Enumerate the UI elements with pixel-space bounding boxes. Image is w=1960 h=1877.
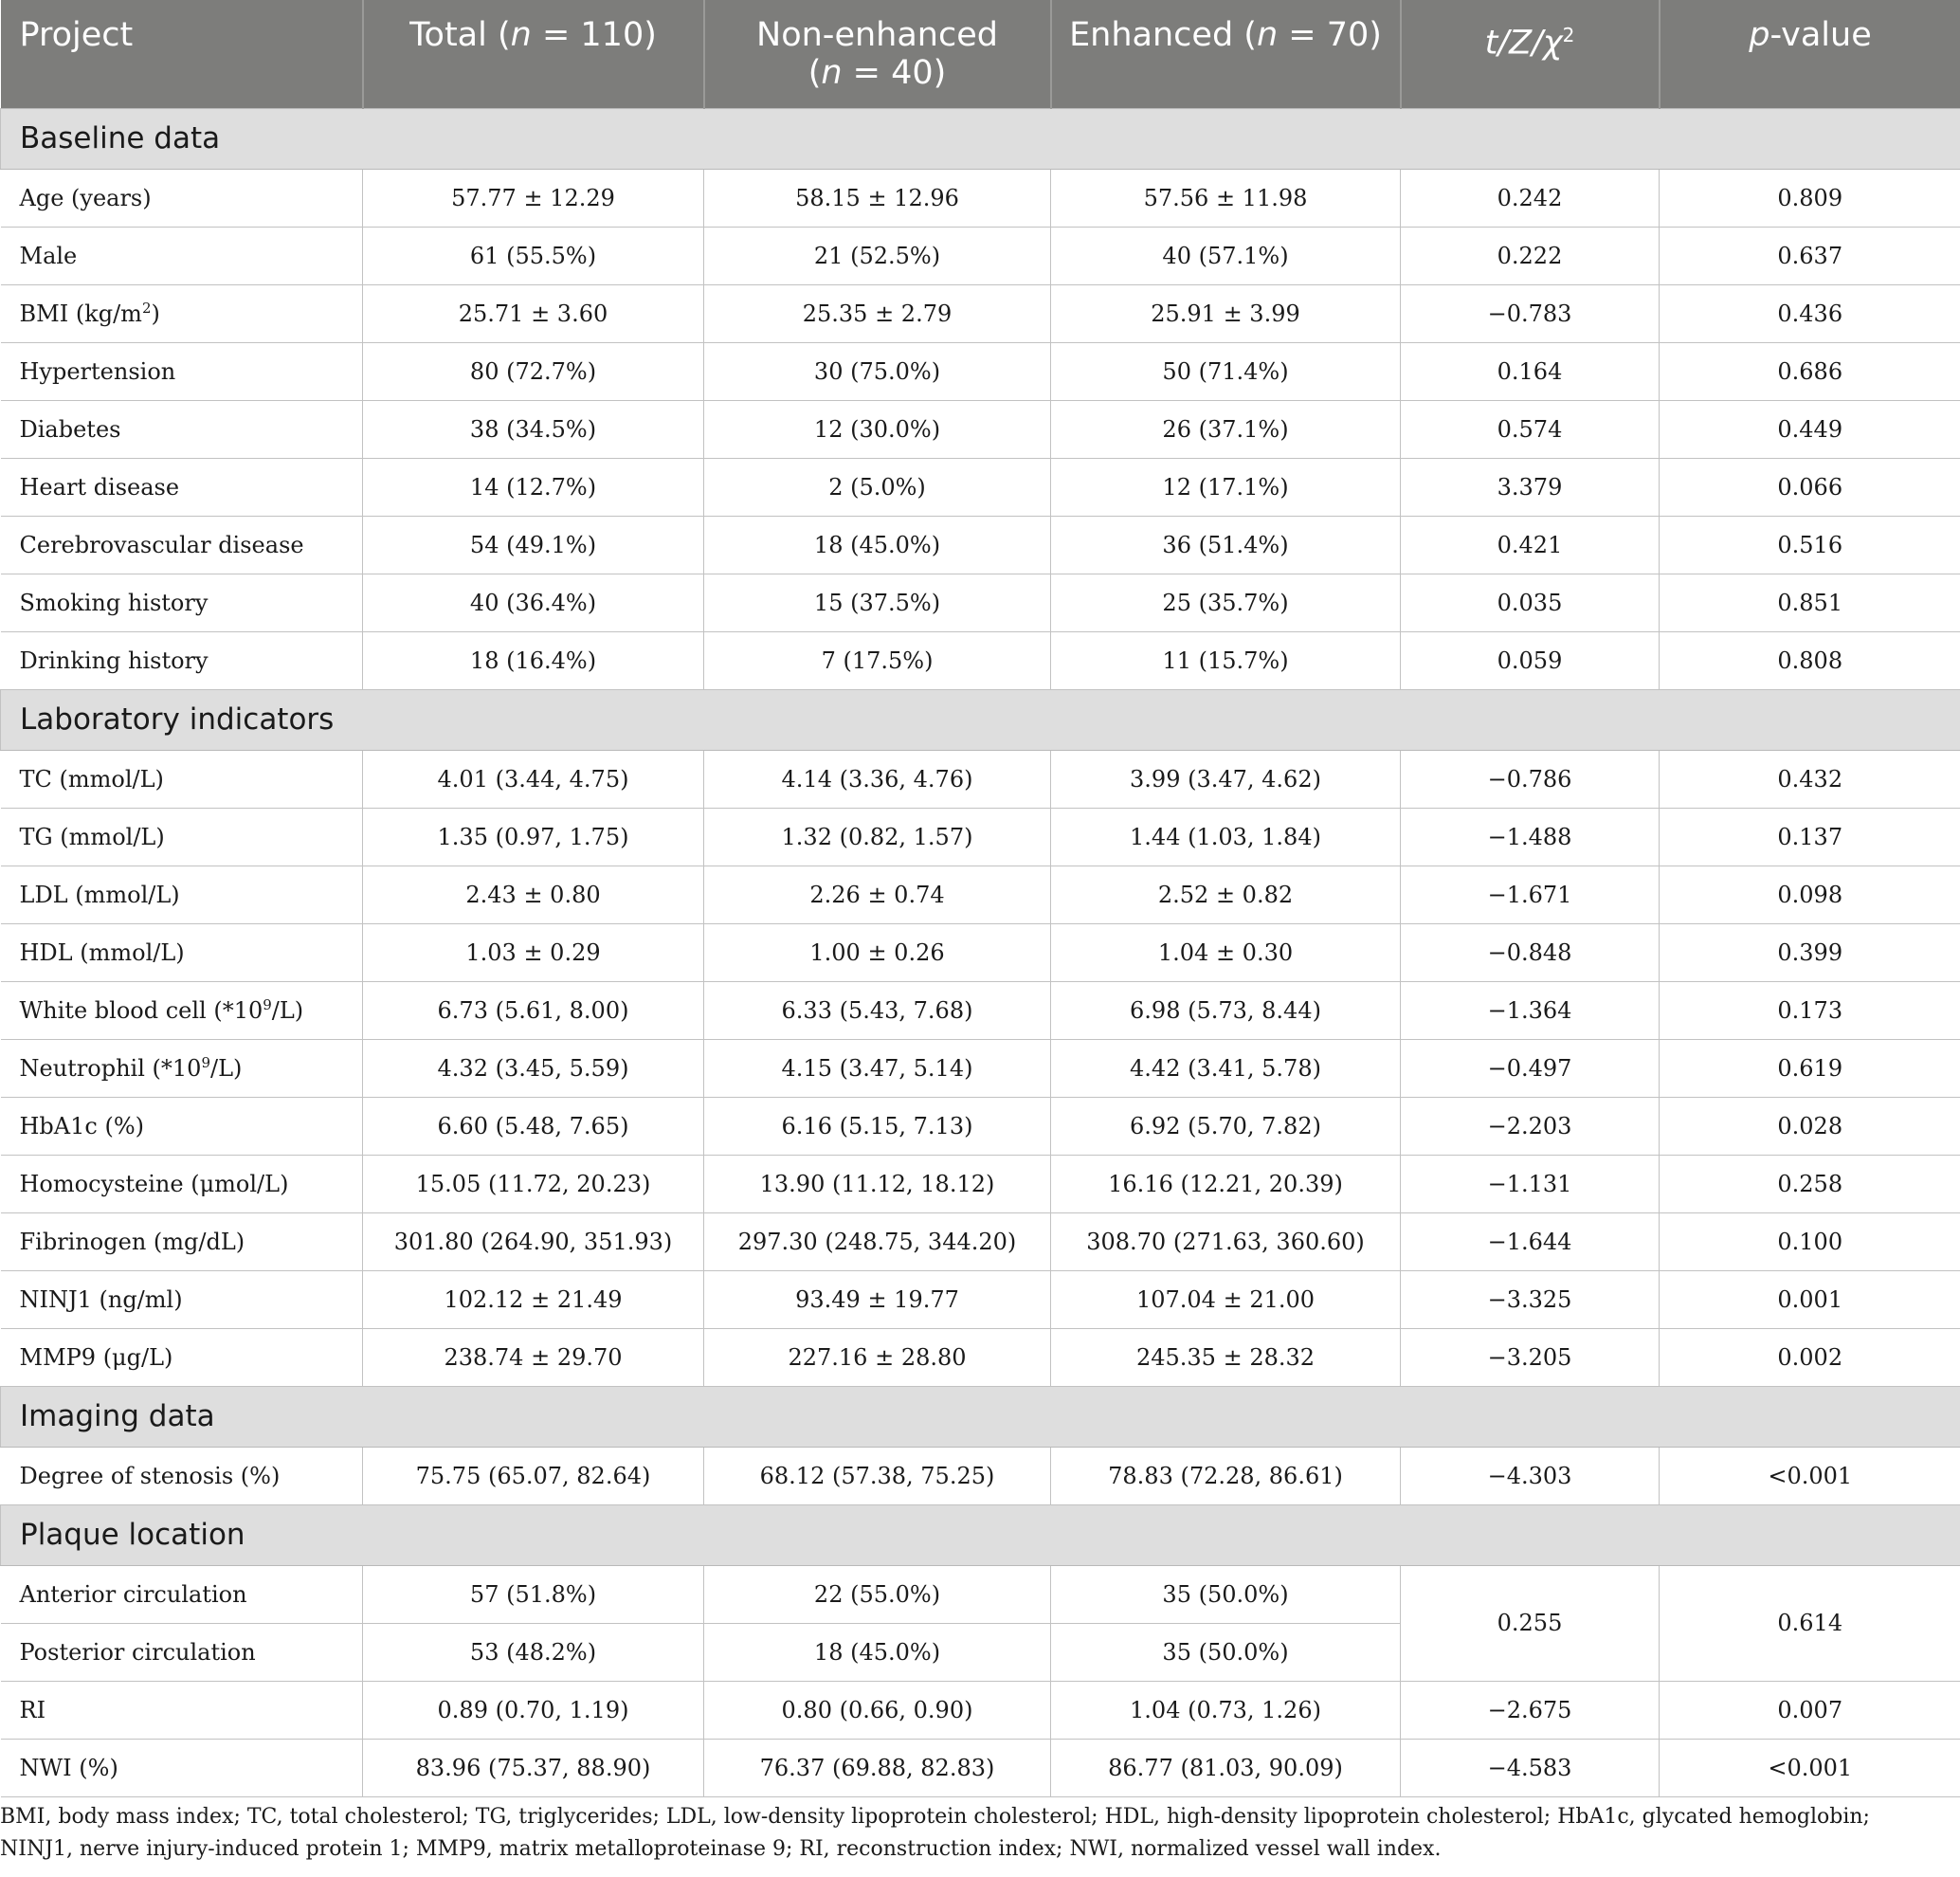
- non-enhanced-cell: 22 (55.0%): [704, 1565, 1051, 1623]
- enhanced-cell: 40 (57.1%): [1051, 227, 1401, 284]
- statistic-cell: 0.222: [1401, 227, 1660, 284]
- non-enhanced-cell: 6.33 (5.43, 7.68): [704, 981, 1051, 1039]
- total-cell: 6.60 (5.48, 7.65): [363, 1097, 704, 1155]
- p-value-cell: 0.100: [1660, 1212, 1960, 1270]
- non-enhanced-cell: 58.15 ± 12.96: [704, 169, 1051, 227]
- enhanced-cell: 107.04 ± 21.00: [1051, 1270, 1401, 1328]
- total-cell: 6.73 (5.61, 8.00): [363, 981, 704, 1039]
- enhanced-cell: 2.52 ± 0.82: [1051, 866, 1401, 923]
- statistic-cell: −1.488: [1401, 808, 1660, 866]
- statistic-cell: 3.379: [1401, 458, 1660, 516]
- table-row: [1, 866, 1960, 923]
- label-text: ): [151, 301, 160, 327]
- statistic-cell: 0.242: [1401, 169, 1660, 227]
- row-label: HDL (mmol/L): [1, 923, 363, 981]
- statistic-cell: 0.035: [1401, 574, 1660, 631]
- header-total: Total (n = 110): [363, 0, 704, 108]
- non-enhanced-cell: 76.37 (69.88, 82.83): [704, 1739, 1051, 1796]
- p-value-cell: 0.028: [1660, 1097, 1960, 1155]
- enhanced-cell: 25.91 ± 3.99: [1051, 284, 1401, 342]
- non-enhanced-cell: 15 (37.5%): [704, 574, 1051, 631]
- non-enhanced-cell: 4.15 (3.47, 5.14): [704, 1039, 1051, 1097]
- p-value-cell: 0.436: [1660, 284, 1960, 342]
- total-cell: 4.32 (3.45, 5.59): [363, 1039, 704, 1097]
- table-row: [1, 1270, 1960, 1328]
- row-label: NWI (%): [1, 1739, 363, 1796]
- statistic-cell: −4.583: [1401, 1739, 1660, 1796]
- non-enhanced-cell: 2.26 ± 0.74: [704, 866, 1051, 923]
- p-value-cell: 0.686: [1660, 342, 1960, 400]
- total-cell: 25.71 ± 3.60: [363, 284, 704, 342]
- total-cell: 0.89 (0.70, 1.19): [363, 1681, 704, 1739]
- enhanced-cell: 6.98 (5.73, 8.44): [1051, 981, 1401, 1039]
- enhanced-cell: 1.04 (0.73, 1.26): [1051, 1681, 1401, 1739]
- table-header: [1, 0, 1960, 108]
- statistic-cell: 0.059: [1401, 631, 1660, 689]
- section-title: Plaque location: [1, 1504, 1960, 1565]
- table-row: [1, 631, 1960, 689]
- non-enhanced-cell: 4.14 (3.36, 4.76): [704, 750, 1051, 808]
- row-label: Anterior circulation: [1, 1565, 363, 1623]
- table-row: [1, 981, 1960, 1039]
- statistic-cell: −1.131: [1401, 1155, 1660, 1212]
- table-row: [1, 516, 1960, 574]
- label-text: BMI (kg/m: [19, 301, 142, 327]
- p-value-cell: 0.851: [1660, 574, 1960, 631]
- table-row: [1, 1739, 1960, 1796]
- p-value-cell: 0.808: [1660, 631, 1960, 689]
- total-cell: 4.01 (3.44, 4.75): [363, 750, 704, 808]
- row-label: TG (mmol/L): [1, 808, 363, 866]
- p-value-cell: 0.619: [1660, 1039, 1960, 1097]
- total-cell: 75.75 (65.07, 82.64): [363, 1447, 704, 1504]
- p-value-cell: 0.614: [1660, 1565, 1960, 1681]
- total-cell: 57 (51.8%): [363, 1565, 704, 1623]
- total-cell: 57.77 ± 12.29: [363, 169, 704, 227]
- row-label: [1, 284, 363, 342]
- section-row: [1, 689, 1960, 750]
- header-enhanced: Enhanced (n = 70): [1051, 0, 1401, 108]
- row-label: [1, 1039, 363, 1097]
- statistic-cell: 0.574: [1401, 400, 1660, 458]
- enhanced-cell: 6.92 (5.70, 7.82): [1051, 1097, 1401, 1155]
- enhanced-cell: 245.35 ± 28.32: [1051, 1328, 1401, 1386]
- non-enhanced-cell: 6.16 (5.15, 7.13): [704, 1097, 1051, 1155]
- row-label: Drinking history: [1, 631, 363, 689]
- p-value-cell: 0.432: [1660, 750, 1960, 808]
- enhanced-cell: 35 (50.0%): [1051, 1565, 1401, 1623]
- table-row: [1, 227, 1960, 284]
- total-cell: 38 (34.5%): [363, 400, 704, 458]
- table-row: [1, 1155, 1960, 1212]
- table-row: [1, 1681, 1960, 1739]
- total-cell: 1.03 ± 0.29: [363, 923, 704, 981]
- enhanced-cell: 1.04 ± 0.30: [1051, 923, 1401, 981]
- non-enhanced-cell: 30 (75.0%): [704, 342, 1051, 400]
- table-row: [1, 574, 1960, 631]
- p-value-cell: 0.002: [1660, 1328, 1960, 1386]
- non-enhanced-cell: 297.30 (248.75, 344.20): [704, 1212, 1051, 1270]
- header-statistic: $t/Z/\chi^2$: [1401, 0, 1660, 108]
- enhanced-cell: 26 (37.1%): [1051, 400, 1401, 458]
- enhanced-cell: 12 (17.1%): [1051, 458, 1401, 516]
- statistic-cell: −1.644: [1401, 1212, 1660, 1270]
- statistic-cell: −4.303: [1401, 1447, 1660, 1504]
- total-cell: 80 (72.7%): [363, 342, 704, 400]
- row-label: MMP9 (μg/L): [1, 1328, 363, 1386]
- row-label: RI: [1, 1681, 363, 1739]
- label-text: /L): [271, 997, 304, 1024]
- row-label: Homocysteine (μmol/L): [1, 1155, 363, 1212]
- row-label: LDL (mmol/L): [1, 866, 363, 923]
- p-value-cell: 0.001: [1660, 1270, 1960, 1328]
- table-row: [1, 284, 1960, 342]
- enhanced-cell: 308.70 (271.63, 360.60): [1051, 1212, 1401, 1270]
- p-value-cell: 0.399: [1660, 923, 1960, 981]
- total-cell: 14 (12.7%): [363, 458, 704, 516]
- enhanced-cell: 50 (71.4%): [1051, 342, 1401, 400]
- p-value-cell: 0.449: [1660, 400, 1960, 458]
- non-enhanced-cell: 1.32 (0.82, 1.57): [704, 808, 1051, 866]
- p-value-cell: 0.637: [1660, 227, 1960, 284]
- statistic-cell: −0.786: [1401, 750, 1660, 808]
- total-cell: 2.43 ± 0.80: [363, 866, 704, 923]
- p-value-cell: 0.258: [1660, 1155, 1960, 1212]
- enhanced-cell: 4.42 (3.41, 5.78): [1051, 1039, 1401, 1097]
- enhanced-cell: 78.83 (72.28, 86.61): [1051, 1447, 1401, 1504]
- section-title: Baseline data: [1, 108, 1960, 169]
- p-value-cell: 0.098: [1660, 866, 1960, 923]
- non-enhanced-cell: 13.90 (11.12, 18.12): [704, 1155, 1051, 1212]
- statistic-cell: −2.675: [1401, 1681, 1660, 1739]
- table-row: [1, 808, 1960, 866]
- p-value-cell: 0.137: [1660, 808, 1960, 866]
- total-cell: 1.35 (0.97, 1.75): [363, 808, 704, 866]
- table-row: [1, 400, 1960, 458]
- label-superscript: 9: [201, 1054, 210, 1071]
- label-superscript: 2: [141, 300, 152, 317]
- section-row: [1, 108, 1960, 169]
- table-row: [1, 169, 1960, 227]
- total-cell: 301.80 (264.90, 351.93): [363, 1212, 704, 1270]
- p-value-cell: 0.007: [1660, 1681, 1960, 1739]
- non-enhanced-cell: 25.35 ± 2.79: [704, 284, 1051, 342]
- non-enhanced-cell: 2 (5.0%): [704, 458, 1051, 516]
- non-enhanced-cell: 21 (52.5%): [704, 227, 1051, 284]
- statistic-cell: 0.421: [1401, 516, 1660, 574]
- statistic-cell: 0.164: [1401, 342, 1660, 400]
- section-title: Imaging data: [1, 1386, 1960, 1447]
- non-enhanced-cell: 18 (45.0%): [704, 1623, 1051, 1681]
- total-cell: 18 (16.4%): [363, 631, 704, 689]
- table-row: [1, 1447, 1960, 1504]
- p-value-cell: 0.173: [1660, 981, 1960, 1039]
- non-enhanced-cell: 68.12 (57.38, 75.25): [704, 1447, 1051, 1504]
- row-label: Heart disease: [1, 458, 363, 516]
- enhanced-cell: 3.99 (3.47, 4.62): [1051, 750, 1401, 808]
- table-footnote: BMI, body mass index; TC, total cholesterol; TG, triglycerides; LDL, low-density lipoprotein cholesterol; HDL, high-density lipoprotein cholesterol; HbA1c, glycated hemoglobin; NINJ1, nerve injury-induced protein 1; MMP9, matrix metalloproteinase 9; RI, reconstruction index; NWI, normalized vessel wall index.: [0, 1805, 1870, 1861]
- table-row: [1, 923, 1960, 981]
- label-text: White blood cell (*10: [19, 997, 263, 1024]
- total-cell: 15.05 (11.72, 20.23): [363, 1155, 704, 1212]
- table-row: [1, 1328, 1960, 1386]
- row-label: Smoking history: [1, 574, 363, 631]
- non-enhanced-cell: 12 (30.0%): [704, 400, 1051, 458]
- label-text: /L): [209, 1055, 243, 1082]
- header-project: Project: [1, 0, 363, 108]
- header-p-value: p-value: [1660, 0, 1960, 108]
- statistic-cell: −0.783: [1401, 284, 1660, 342]
- total-cell: 102.12 ± 21.49: [363, 1270, 704, 1328]
- total-cell: 238.74 ± 29.70: [363, 1328, 704, 1386]
- label-superscript: 9: [263, 996, 272, 1013]
- p-value-cell: 0.066: [1660, 458, 1960, 516]
- table-row: [1, 458, 1960, 516]
- p-value-cell: 0.809: [1660, 169, 1960, 227]
- total-cell: 53 (48.2%): [363, 1623, 704, 1681]
- enhanced-cell: 25 (35.7%): [1051, 574, 1401, 631]
- p-value-cell: <0.001: [1660, 1447, 1960, 1504]
- statistic-cell: 0.255: [1401, 1565, 1660, 1681]
- row-label: TC (mmol/L): [1, 750, 363, 808]
- statistic-cell: −0.848: [1401, 923, 1660, 981]
- row-label: NINJ1 (ng/ml): [1, 1270, 363, 1328]
- section-row: [1, 1386, 1960, 1447]
- enhanced-cell: 35 (50.0%): [1051, 1623, 1401, 1681]
- enhanced-cell: 57.56 ± 11.98: [1051, 169, 1401, 227]
- statistic-cell: −1.364: [1401, 981, 1660, 1039]
- table-row: [1, 750, 1960, 808]
- table-row: [1, 1039, 1960, 1097]
- row-label: Male: [1, 227, 363, 284]
- header-row: [1, 0, 1960, 108]
- enhanced-cell: 11 (15.7%): [1051, 631, 1401, 689]
- enhanced-cell: 1.44 (1.03, 1.84): [1051, 808, 1401, 866]
- label-text: Neutrophil (*10: [19, 1055, 202, 1082]
- total-cell: 61 (55.5%): [363, 227, 704, 284]
- header-non-enhanced: Non-enhanced (n = 40): [704, 0, 1051, 108]
- total-cell: 54 (49.1%): [363, 516, 704, 574]
- row-label: Posterior circulation: [1, 1623, 363, 1681]
- table-row: [1, 1097, 1960, 1155]
- enhanced-cell: 36 (51.4%): [1051, 516, 1401, 574]
- row-label: Age (years): [1, 169, 363, 227]
- statistic-cell: −3.325: [1401, 1270, 1660, 1328]
- row-label: HbA1c (%): [1, 1097, 363, 1155]
- non-enhanced-cell: 0.80 (0.66, 0.90): [704, 1681, 1051, 1739]
- row-label: Fibrinogen (mg/dL): [1, 1212, 363, 1270]
- table-body: [1, 108, 1960, 1796]
- p-value-cell: <0.001: [1660, 1739, 1960, 1796]
- row-label: [1, 981, 363, 1039]
- section-row: [1, 1504, 1960, 1565]
- row-label: Hypertension: [1, 342, 363, 400]
- non-enhanced-cell: 93.49 ± 19.77: [704, 1270, 1051, 1328]
- section-title: Laboratory indicators: [1, 689, 1960, 750]
- statistic-cell: −1.671: [1401, 866, 1660, 923]
- table-row: [1, 1565, 1960, 1623]
- row-label: Cerebrovascular disease: [1, 516, 363, 574]
- total-cell: 40 (36.4%): [363, 574, 704, 631]
- row-label: Diabetes: [1, 400, 363, 458]
- enhanced-cell: 16.16 (12.21, 20.39): [1051, 1155, 1401, 1212]
- table-row: [1, 342, 1960, 400]
- statistic-cell: −3.205: [1401, 1328, 1660, 1386]
- non-enhanced-cell: 227.16 ± 28.80: [704, 1328, 1051, 1386]
- statistic-cell: −2.203: [1401, 1097, 1660, 1155]
- p-value-cell: 0.516: [1660, 516, 1960, 574]
- total-cell: 83.96 (75.37, 88.90): [363, 1739, 704, 1796]
- statistic-cell: −0.497: [1401, 1039, 1660, 1097]
- enhanced-cell: 86.77 (81.03, 90.09): [1051, 1739, 1401, 1796]
- non-enhanced-cell: 1.00 ± 0.26: [704, 923, 1051, 981]
- table-row: [1, 1212, 1960, 1270]
- row-label: Degree of stenosis (%): [1, 1447, 363, 1504]
- non-enhanced-cell: 18 (45.0%): [704, 516, 1051, 574]
- non-enhanced-cell: 7 (17.5%): [704, 631, 1051, 689]
